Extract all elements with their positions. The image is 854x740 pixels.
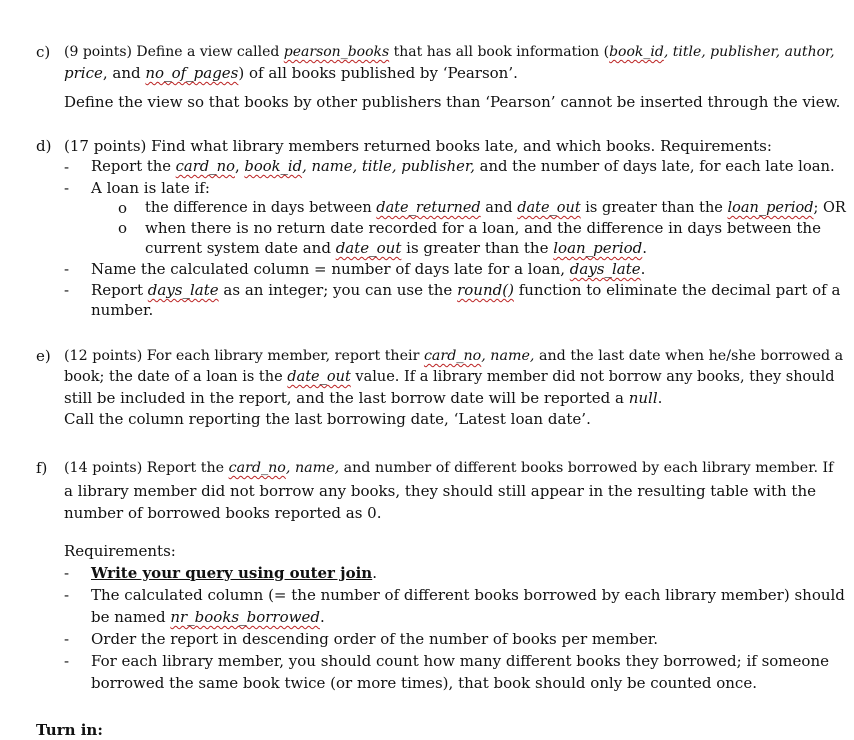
section-d-bullet-4: Report days_late as an integer; you can use the round() function to eliminate the decimal part of a [91, 281, 841, 299]
section-e-line-3: still be included in the report, and the last borrow date will be reported a null. [64, 389, 663, 407]
bullet-dash: - [64, 630, 70, 648]
section-e-line-1: (12 points) For each library member, report their card_no, name, and the last date when he/she borrowed a [64, 348, 844, 364]
section-f-line-3: number of borrowed books reported as 0. [64, 504, 382, 522]
section-d-sub-2: when there is no return date recorded for a loan, and the difference in days between the [145, 219, 821, 237]
section-f-req-1: Write your query using outer join. [91, 564, 377, 582]
bullet-dash: - [64, 260, 70, 278]
section-d-line-1: (17 points) Find what library members returned books late, and which books. Requirements: [64, 137, 772, 155]
section-f-req-3: Order the report in descending order of the number of books per member. [91, 630, 658, 648]
section-d-bullet-2: A loan is late if: [91, 179, 210, 197]
section-e-line-4: Call the column reporting the last borrowing date, ‘Latest loan date’. [64, 410, 591, 428]
bullet-dash: - [64, 586, 70, 604]
bullet-dash: - [64, 158, 70, 176]
section-e-line-2: book; the date of a loan is the date_out value. If a library member did not borrow any books, they should [64, 369, 835, 385]
section-f-req-2: The calculated column (= the number of different books borrowed by each library member) should [91, 586, 845, 604]
section-c-label: c) [36, 43, 51, 61]
section-f-req-4-cont: borrowed the same book twice (or more times), that book should only be counted once. [91, 674, 757, 692]
section-f-requirements-heading: Requirements: [64, 542, 176, 560]
section-d-bullet-3: Name the calculated column = number of days late for a loan, days_late. [91, 260, 646, 278]
section-d-bullet-4-cont: number. [91, 301, 154, 319]
section-c-line-3: Define the view so that books by other publishers than ‘Pearson’ cannot be inserted through the view. [64, 93, 841, 111]
bullet-circle: o [118, 199, 128, 217]
section-f-req-2-cont: be named nr_books_borrowed. [91, 608, 325, 626]
turn-in-heading: Turn in: [36, 721, 103, 739]
section-f-label: f) [36, 459, 48, 477]
section-c-line-2: price, and no_of_pages) of all books published by ‘Pearson’. [64, 64, 518, 82]
section-d-bullet-1: Report the card_no, book_id, name, title, publisher, and the number of days late, for each late loan. [91, 158, 835, 175]
bullet-dash: - [64, 179, 70, 197]
section-c-line-1: (9 points) Define a view called pearson_books that has all book information (book_id, title, publisher, author, [64, 44, 835, 60]
section-e-label: e) [36, 347, 51, 365]
section-d-sub-2-cont: current system date and date_out is greater than the loan_period. [145, 239, 648, 257]
section-d-label: d) [36, 137, 52, 155]
bullet-circle: o [118, 219, 128, 237]
section-d-sub-1: the difference in days between date_returned and date_out is greater than the loan_period; OR [145, 200, 846, 216]
section-f-line-2: a library member did not borrow any books, they should still appear in the resulting table with the [64, 482, 816, 500]
bullet-dash: - [64, 652, 70, 670]
bullet-dash: - [64, 564, 70, 582]
section-f-req-4: For each library member, you should count how many different books they borrowed; if someone [91, 652, 829, 670]
section-f-line-1: (14 points) Report the card_no, name, and number of different books borrowed by each library member. If [64, 460, 834, 476]
bullet-dash: - [64, 281, 70, 299]
